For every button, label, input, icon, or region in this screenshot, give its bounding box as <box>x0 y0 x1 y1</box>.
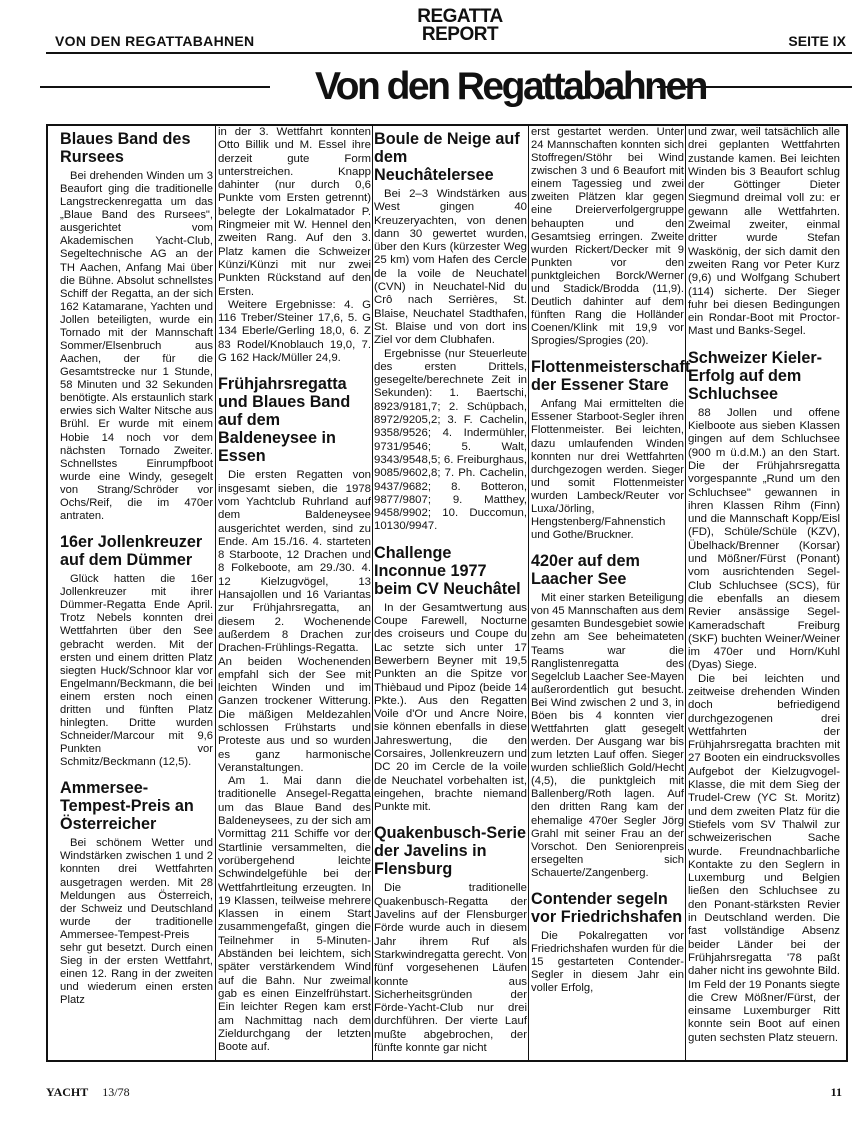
banner-line-left <box>40 86 270 88</box>
article-title: 16er Jollenkreuzer auf dem Dümmer <box>60 533 203 570</box>
section-header: VON DEN REGATTABAHNEN <box>55 33 255 49</box>
article-paragraph: und zwar, weil tatsächlich alle drei geplanten Wettfahrten zustande kamen. Bei leichten Winden bis 3 Beaufort schlug der Göttinger Dieter Siegmund dreimal voll zu: er gewann alle Wettfahrten. Zweimal zweiter, einmal dritter wurde Stefan Waskönig, der sich damit den zweiten Rang vor Peter Kurz (9,6) und Wolfgang Schubert (114) sicherte. Der Sieger fuhr bei diesen Bedingungen ein Rondar-Boot mit Proctor-Mast und Banks-Segel. <box>688 126 840 338</box>
article-title: Challenge Inconnue 1977 beim CV Neuchâtel <box>374 543 521 598</box>
column-divider <box>528 126 529 1060</box>
article-title: Schweizer Kieler-Erfolg auf dem Schluchsee <box>688 348 823 403</box>
issue-number: 13/78 <box>102 1085 130 1099</box>
article-paragraph: Bei schönem Wetter und Windstärken zwischen 1 und 2 konnten drei Wettfahrten ausgetragen werden. Mit 28 Meldungen aus Österreich, der Schweiz und Deutschland wurde der traditionelle Ammersee-Tempest-Preis sehr gut besetzt. Durch einen Sieg in der ersten Wettfahrt, einen 12. Rang in der zweiten und wiederum einen ersten Platz <box>60 837 213 1007</box>
article-paragraph: Bei 2–3 Windstärken aus West gingen 40 Kreuzeryachten, von denen dann 30 gewertet wurden, über den Kurs (kürzester Weg 25 km) vom Hafen des Cercle de la voile de Neuchatel (CVN) in Neuchatel-Nid du Crô nach Serrières, St. Blaise, Neuchatel Stadthafen, St. Blaise und von dort ins Ziel vor dem Clubhafen. <box>374 188 527 347</box>
article-paragraph: Anfang Mai ermittelten die Essener Starboot-Segler ihren Flottenmeister. Bei leichten, dazu umlaufenden Winden konnten nur drei Wettfahrten durchgezogen werden. Sieger und somit Flottenmeister wurden Lambeck/Reuter vor Luxa/Jörling, Hengstenberg/Fahnenstich und Gothe/Bruckner. <box>531 398 684 542</box>
article-paragraph: In der Gesamtwertung aus Coupe Farewell, Nocturne des croiseurs und Coupe du Lac setzte sich unter 17 Bewerbern Beyner mit 19,5 Punkten an die Spitze vor Thièbaud und Pipoz (beide 14 Pkte.). Aus den Regatten Voile d'Or und Ancre Noire, sie können ebenfalls in diese Jahreswertung, die den Corsaires, Jollenkreuzern und DC 20 im Cercle de la voile de Neuchatel vorbehalten ist, eingehen, brachte niemand Punkte mit. <box>374 601 527 814</box>
article-title: Contender segeln vor Friedrichshafen <box>531 889 683 926</box>
magazine-name: YACHT <box>46 1085 89 1099</box>
article-paragraph: Weitere Ergebnisse: 4. G 116 Treber/Steiner 17,6, 5. G 134 Eberle/Gerling 18,0, 6. Z 83 Rodel/Knoblauch 19,0, 7. G 162 Hack/Müller 24,9. <box>218 298 371 365</box>
article-paragraph: in der 3. Wettfahrt konnten Otto Billik und M. Essel ihre derzeit gute Form unterstreichen. Knapp dahinter (nur durch 0,6 Punkte vom Ersten getrennt) belegte der Lokalmatador P. Ringmeier mit W. Hennel den zweiten Rang. Auf den 3. Platz kamen die Schweizer Künzi/Künzi mit nur zwei Punkten Rückstand auf den Ersten. <box>218 126 371 298</box>
article-title: Flottenmeisterschaft der Essener Stare <box>531 358 691 395</box>
page-label: SEITE IX <box>788 33 846 49</box>
column-divider <box>372 126 373 1060</box>
article-title: Blaues Band des Rursees <box>60 130 191 166</box>
banner-line-right <box>657 86 852 88</box>
page-headline: Von den Regattabahnen <box>315 65 706 108</box>
header-rule <box>46 52 852 54</box>
article-paragraph: erst gestartet werden. Unter 24 Mannschaften konnten sich Stoffregen/Stöhr bei Wind zwischen 3 und 6 Beaufort mit einem Tagessieg und zwei zweiten Plätzen klar gegen eine Dreierverfolgergruppe behaupten und den Gesamtsieg erringen. Zweite wurden Rickert/Decker mit 9 Punkten vor den punktgleichen Borck/Werner und Stadick/Brodda (11,9). Deutlich dahinter auf dem fünften Rang die Holländer Coenen/Klink mit 19,9 vor Sprogies/Sprogies (20). <box>531 126 684 348</box>
text-column <box>531 126 691 995</box>
article-title: Quakenbusch-Serie der Javelins in Flensburg <box>374 824 527 879</box>
article-title: 420er auf dem Laacher See <box>531 552 640 589</box>
article-paragraph: Ergebnisse (nur Steuerleute des ersten Drittels, gesegelte/berechnete Zeit in Sekunden): 1. Baertschi, 8923/9181,7; 2. Schüpbach, 8972/9205,2; 3. F. Cachelin, 9358/9526; 4. Indermühler, 9731/9546; 5. Walt, 9343/9548,5; 6. Freiburghaus, 9085/9602,8; 7. Ph. Cachelin, 9437/9682; 8. Botteron, 9877/9807; 9. Matthey, 9458/9902; 10. Duccomun, 10130/9947. <box>374 347 527 533</box>
logo-line-2: REPORT <box>421 24 499 45</box>
logo-line-1: REGATTA <box>417 6 503 27</box>
footer-magazine <box>46 1085 130 1100</box>
article-paragraph: Die traditionelle Quakenbusch-Regatta der Javelins auf der Flensburger Förde wurde auch in diesem Jahr ihrem Ruf als Starkwindregatta gerecht. Von fünf vorgesehenen Läufen konnte aus Sicherheitsgründen der Förde-Yacht-Club nur drei durchführen. Der vierte Lauf mußte abgebrochen, der fünfte konnte gar nicht <box>374 882 527 1055</box>
headline-banner <box>40 62 852 114</box>
article-paragraph: Die bei leichten und zeitweise drehenden Winden doch befriedigend durchgezogenen drei Wettfahrten der Frühjahrsregatta brachten mit 27 Booten ein eindrucksvolles Aufgebot der Kielzugvogel-Klasse, die mit dem Sieg der Trudel-Crew (YC St. Moritz) und dem zweiten Platz für die Stiefels vom SV Thalwil zur schweizerischen Sache wurde. Freundnachbarliche Kontakte zu den Seglern in Luxemburg und Belgien ließen den Schluchsee zu den Ponant-stärksten Revier in Deutschland werden. Die fast vollständige Absenz beider Länder bei der Frühjahrsregatta '78 paßt daher nicht ins gewohnte Bild. Im Feld der 19 Ponants siegte die Crew Mößner/Fürst, der einsame Luxemburger Ritt konnte sein Boot auf einen guten sechsten Platz steuern. <box>688 672 840 1044</box>
article-paragraph: Bei drehenden Winden um 3 Beaufort ging die traditionelle Langstreckenregatta um das „Blaue Band des Rursees", ausgerichtet vom Akademischen Yacht-Club, Segeltechnische AG an der TH Aachen, Anfang Mai über die Bühne. Absolut schnellstes Schiff der Regatta, an der sich 162 Katamarane, Yachten und Jollen beteiligten, wurde ein Tornado mit der Mannschaft Sommer/Elsenbruch aus Aachen, der für die Gesamtstrecke nur 1 Stunde, 58 Minuten und 32 Sekunden benötigte. Als erstaunlich stark erwies sich Walter Nitsche aus Brühl. Er wurde mit einem Hobie 14 noch vor dem nächsten Tornado Zweiter. Schnellstes Einrumpfboot wurde eine Windy, gesegelt von Strang/Schröder vor Ochs/Reif, die im 470er antraten. <box>60 170 213 523</box>
regatta-report-logo <box>405 8 515 44</box>
article-paragraph: Glück hatten die 16er Jollenkreuzer mit ihrer Dümmer-Regatta Ende April. Trotz Nebels konnten drei Wettfahrten über den See gebracht werden. Mit der ersten und einem dritten Platz siegten Huck/Schnoor klar vor Engelmann/Beckmann, die bei einem ersten noch einen dritten und fünften Platz hinlegten. Dritte wurden Schneider/Marcour mit 9,6 Punkten vor Schmitz/Beckmann (12,5). <box>60 573 213 769</box>
article-title: Boule de Neige auf dem Neuchâtelersee <box>374 130 520 184</box>
article-paragraph: Die ersten Regatten von insgesamt sieben, die 1978 vom Yachtclub Ruhrland auf dem Baldeneysee ausgerichtet werden, sind zu Ende. Am 15./16. 4. starteten 8 Starboote, 12 Drachen und 8 Folkeboote, am 29./30. 4. 12 Kielzugvögel, 13 Hansajollen und 16 Variantas zur Frühjahrsregatta, an diesem 2. Wochenende außerdem 8 Drachen zur Drachen-Frühlings-Regatta. An beiden Wochenenden empfahl sich der See mit leichten Winden und im Ganzen trockener Witterung. Die mäßigen Meldezahlen schlossen Frühstarts und Proteste aus und so wurden es ganz harmonische Veranstaltungen. <box>218 469 371 774</box>
text-column <box>218 126 371 1054</box>
column-divider <box>685 126 686 1060</box>
text-column <box>688 126 840 1045</box>
article-paragraph: 88 Jollen und offene Kielboote aus sieben Klassen gingen auf dem Schluchsee (900 m ü.d.M.) an den Start. Die der Frühjahrsregatta vorgespannte „Rund um den Schluchsee" gewannen in ihren Klassen Rihm (Finn) und die Mannschaft Kopp/Eisl (FD), Schüle/Schüle (KZV), Übelhack/Brenner (Korsar) und Mößner/Fürst (Ponant) vom ausrichtenden Segel-Club Schluchsee (SCS), für die ebenfalls an diesem Revier ansässige Segel-Kameradschaft Freiburg (SKF) buchten Weiner/Weiner im 470er und Horn/Kuhl (Dyas) Siege. <box>688 406 840 672</box>
article-title: Ammersee-Tempest-Preis an Österreicher <box>60 779 194 834</box>
page-number: 11 <box>830 1085 842 1099</box>
article-paragraph: Die Pokalregatten vor Friedrichshafen wurden für die 15 gestarteten Contender-Segler in diesem Jahr ein voller Erfolg, <box>531 929 684 995</box>
column-divider <box>215 126 216 1060</box>
article-paragraph: Am 1. Mai dann die traditionelle Ansegel-Regatta um das Blaue Band des Baldeneysees, zu der sich am Vormittag 211 Schiffe vor der Startlinie versammelten, die vorübergehend leichte Schwindelgefühle bei der Wettfahrtleitung erzeugten. In 19 Klassen, teilweise mehrere Klassen in einem Start zusammengefaßt, gingen die Teilnehmer in 5-Minuten-Abständen bei leichtem, sich später verstärkendem Wind auf die Bahn. Nur zweimal gab es einen Einzelfrühstart. Ein leichter Regen kam erst am Nachmittag nach dem Zieldurchgang der letzten Boote auf. <box>218 775 371 1054</box>
article-title: Frühjahrsregatta und Blaues Band auf dem Baldeneysee in Essen <box>218 375 351 466</box>
text-column <box>374 126 527 1055</box>
text-column <box>60 126 213 1007</box>
article-paragraph: Mit einer starken Beteiligung von 45 Mannschaften aus dem gesamten Bundesgebiet sowie zehn am See beheimateten Teams war die Ranglistenregatta des Segelclub Laacher See-Mayen außerordentlich gut besucht. Bei Wind zwischen 2 und 3, in Böen bis 4 konnten vier Wettfahrten glatt gesegelt werden. Der Ausgang war bis zum letzten Lauf offen. Sieger wurden schließlich Gold/Hecht (4,5), die punktgleich mit Ballenberg/Roth lagen. Auf den dritten Rang kam der ehemalige 470er Segler Jörg Grahl mit seiner Frau an der Vorschot. Den Seniorenpreis ersegelten sich Schauerte/Zangenberg. <box>531 592 684 879</box>
